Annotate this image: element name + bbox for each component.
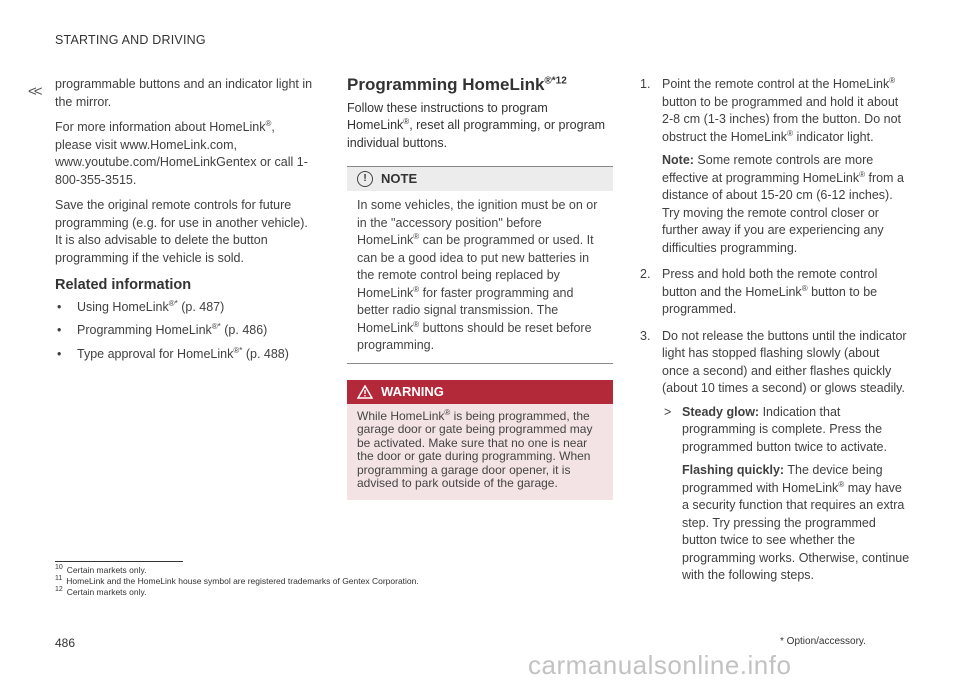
page-title: Programming HomeLink$^{®*12}$ [347, 75, 567, 94]
left-column [55, 76, 315, 369]
result-arrow-icon: > [664, 404, 672, 419]
note-header: ! NOTE [347, 167, 613, 191]
paragraph-2: For more information about HomeLink®, please visit www.HomeLink.com, www.youtube.com/HomeLinkGentex or call 1-800-355-3515. [55, 118, 308, 187]
section-header: STARTING AND DRIVING [55, 33, 206, 47]
step-3-result: > Steady glow: Indication that programming is complete. Press the programmed button twice to activate. Flashing quickly: The device being programmed with HomeLink® may have a security function that requires an extra step. Try pressing the programmed button twice to see whether the programming works. Otherwise, continue with the following steps. [664, 404, 910, 582]
note-text: In some vehicles, the ignition must be on or in the "accessory position" before HomeLink® can be programmed or used. It can be a good idea to put new batteries in the remote control being replaced by HomeLink® for faster programming and better radio signal transmission. The HomeLink® buttons should be reset before programming. [357, 198, 598, 352]
bullet-icon: • [57, 323, 62, 337]
paragraph-1: programmable buttons and an indicator light in the mirror. [55, 77, 313, 109]
bullet-icon: • [57, 299, 62, 314]
related-link-programming[interactable]: • Programming HomeLink®* (p. 486) [55, 322, 315, 340]
footnote-11: $^{11}$ HomeLink and the HomeLink house symbol are registered trademarks of Gentex Corporation. [55, 575, 419, 586]
paragraph-3: Save the original remote controls for future programming (e.g. for use in another vehicle). It is also advisable to delete the button programming if the vehicle is sold. [55, 198, 308, 265]
bullet-icon: • [57, 346, 62, 361]
related-information-heading: Related information [55, 277, 192, 293]
related-link-using[interactable]: • Using HomeLink®* (p. 487) [55, 299, 315, 317]
middle-column [347, 76, 613, 500]
warning-triangle-icon [357, 385, 373, 399]
step-2: 2. Press and hold both the remote control button and the HomeLink® button to be programmed. [640, 267, 878, 316]
option-accessory-note: * Option/accessory. [780, 636, 866, 647]
warning-header: WARNING [347, 380, 613, 404]
note-box [347, 166, 613, 364]
step-3: 3. Do not release the buttons until the indicator light has stopped flashing slowly (about once a second) and either flashes quickly (about 10 times a second) or glows steadily. > Steady glow: Indication that programming is complete. Press the programmed button twice to activate. Flashing quickly: The device being programmed with HomeLink® may have a security function that requires an extra step. Try pressing the programmed button twice to see whether the programming works. Otherwise, continue with the following steps. [640, 328, 910, 585]
footnote-12: $^{12}$ Certain markets only. [55, 586, 147, 597]
intro-text: Follow these instructions to program HomeLink®, reset all programming, or program individual buttons. [347, 100, 606, 150]
right-column [640, 76, 910, 594]
footnote-divider [55, 561, 183, 562]
page-number: 486 [55, 636, 76, 650]
watermark: carmanualsonline.info [528, 650, 792, 680]
step-1: 1. Point the remote control at the HomeLink® button to be programmed and hold it about 2-8 cm (1-3 inches) from the button. Do not obstruct the HomeLink® indicator light. Note: Some remote controls are more effective at programming HomeLink® from a distance of about 15-20 cm (6-12 inches). Try moving the remote control closer or further away if you are experiencing any difficulties programming. [640, 76, 910, 257]
info-icon: ! [357, 171, 373, 187]
related-list [55, 299, 315, 364]
step-1-note: Note: Some remote controls are more effective at programming HomeLink® from a distance of about 15-20 cm (6-12 inches). Try moving the remote control closer or further away if you are experiencing any difficulties programming. [662, 153, 904, 255]
footnotes [55, 565, 419, 598]
continued-mark: << [28, 83, 40, 100]
related-link-type-approval[interactable]: • Type approval for HomeLink®* (p. 488) [55, 346, 315, 364]
footnote-10: $^{10}$ Certain markets only. [55, 564, 147, 575]
warning-text: While HomeLink® is being programmed, the garage door or gate being programmed may be activated. Make sure that no one is near the door or gate during programming. When programming a garage door opener, it is advised to park outside of the garage. [357, 407, 593, 490]
warning-box [347, 380, 613, 500]
